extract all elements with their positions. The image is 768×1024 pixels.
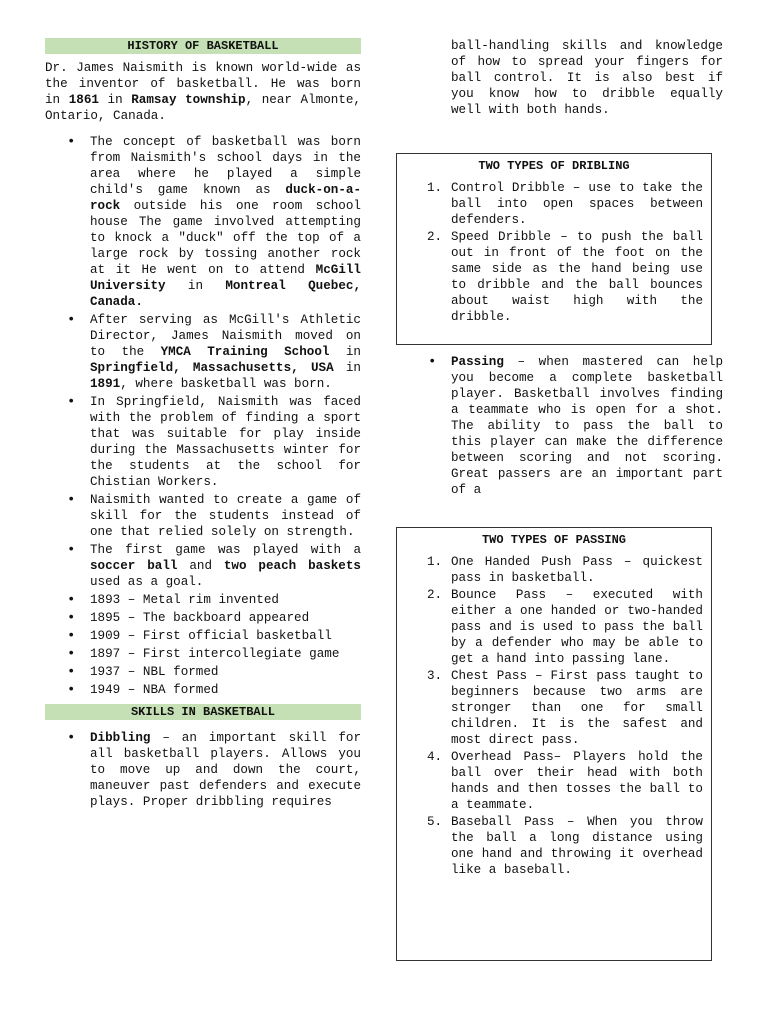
bold-text: Passing [451,355,504,369]
history-heading: HISTORY OF BASKETBALL [45,38,361,54]
text-run: 1949 – NBA formed [90,683,219,697]
bullet-item [45,542,361,590]
bullet-item [45,682,361,698]
text-run: 1895 – The backboard appeared [90,611,310,625]
left-column [45,38,361,812]
dribbling-types-list [397,180,711,325]
numbered-item [397,749,711,813]
bold-text: Dibbling [90,731,151,745]
text-run: In Springfield, Naismith was faced with the problem of finding a sport that was suitable for play inside during the Massachusetts winter for the students at the school for Chistian Workers. [90,395,361,489]
bold-text: 1861 [68,93,99,107]
numbered-item [397,180,711,228]
text-run: 1893 – Metal rim invented [90,593,279,607]
item-number: 2. [427,230,443,244]
skills-list [45,730,361,810]
numbered-item [397,668,711,748]
numbered-item [397,814,711,878]
dribbling-types-box [396,153,712,345]
item-number: 5. [427,815,443,829]
item-number: 2. [427,588,443,602]
item-text: Chest Pass – First pass taught to beginners because two arms are stronger than one for small children. It is the safest and most direct pass. [451,669,703,747]
text-run: Dr. James Naismith is known world-wide as the inventor of basketball. He was born in [45,61,361,107]
passing-types-box [396,527,712,961]
bold-text: duck-on-a-rock [90,183,361,213]
bold-text: soccer ball [90,559,178,573]
passing-list [406,354,723,498]
bold-text: Springfield, Massachusetts, USA [90,361,334,375]
text-run: 1937 – NBL formed [90,665,219,679]
bullet-item [45,134,361,310]
text-run: – when mastered can help you become a complete basketball player. Basketball involves finding a teammate who is open for a shot. The ability to pass the ball to this player can make the difference between scoring and not scoring. Great passers are an important part of a [451,355,723,497]
item-number: 1. [427,181,443,195]
bullet-item [45,312,361,392]
text-run: in [329,345,361,359]
bullet-item [45,610,361,626]
text-run: 1897 – First intercollegiate game [90,647,340,661]
bullet-item [45,664,361,680]
text-run: The concept of basketball was born from Naismith's school days in the area where he played a simple child's game known as [90,135,361,197]
text-run: used as a goal. [90,575,204,589]
bold-text: Montreal Quebec, Canada. [90,279,362,309]
bold-text: two peach baskets [223,559,361,573]
continuation-paragraph: ball-handling skills and knowledge of how to spread your fingers for ball control. It is also best if you know how to dribble equally well with both hands. [451,39,723,117]
bullet-item [45,730,361,810]
numbered-item [397,554,711,586]
bullet-item [45,646,361,662]
text-run: in [165,279,226,293]
bullet-item [45,492,361,540]
item-text: Control Dribble – use to take the ball into open spaces between defenders. [451,181,703,227]
passing-section [406,354,723,512]
numbered-item [397,587,711,667]
intro-paragraph [45,60,361,124]
item-text: Bounce Pass – executed with either a one handed or two-handed pass and is used to pass the ball by a defender who may be able to get a hand into passing lane. [451,588,703,666]
item-text: Baseball Pass – When you throw the ball a long distance using one hand and throwing it overhead like a baseball. [451,815,703,877]
bold-text: 1891 [90,377,121,391]
item-text: Overhead Pass– Players hold the ball over their head with both hands and then tosses the ball to a teammate. [451,750,703,812]
text-run: outside his one room school house The game involved attempting to knock a "duck" off the top of a large rock by tossing another rock at it He went on to attend [90,199,361,277]
item-text: One Handed Push Pass – quickest pass in basketball. [451,555,703,585]
bullet-item [45,394,361,490]
text-run: in [333,361,361,375]
bold-text: YMCA Training School [160,345,330,359]
passing-types-list [397,554,711,878]
item-number: 1. [427,555,443,569]
history-list [45,134,361,698]
item-text: Speed Dribble – to push the ball out in front of the foot on the same side as the hand being use to dribble and the ball bounces about waist high with the dribble. [451,230,703,324]
text-run: , where basketball was born. [120,377,332,391]
item-number: 3. [427,669,443,683]
dribbling-box-title: TWO TYPES OF DRIBLING [478,159,630,173]
passing-box-title: TWO TYPES OF PASSING [481,533,627,547]
text-run: and [177,559,224,573]
right-column [451,38,723,118]
bullet-item [45,592,361,608]
skills-heading: SKILLS IN BASKETBALL [45,704,361,720]
text-run: Naismith wanted to create a game of skill for the students instead of one that relied solely on strength. [90,493,361,539]
text-run: – an important skill for all basketball players. Allows you to move up and down the court, maneuver past defenders and execute plays. Proper dribbling requires [90,731,361,809]
text-run: in [98,93,132,107]
item-number: 4. [427,750,443,764]
text-run: The first game was played with a [90,543,361,557]
numbered-item [397,229,711,325]
text-run: 1909 – First official basketball [90,629,332,643]
text-run: After serving as McGill's Athletic Director, James Naismith moved on to the [90,313,361,359]
bullet-item [45,628,361,644]
bullet-item [406,354,723,498]
bold-text: Ramsay township [131,93,246,107]
bold-text: McGill University [90,263,361,293]
text-run: , near Almonte, Ontario, Canada. [45,93,361,123]
